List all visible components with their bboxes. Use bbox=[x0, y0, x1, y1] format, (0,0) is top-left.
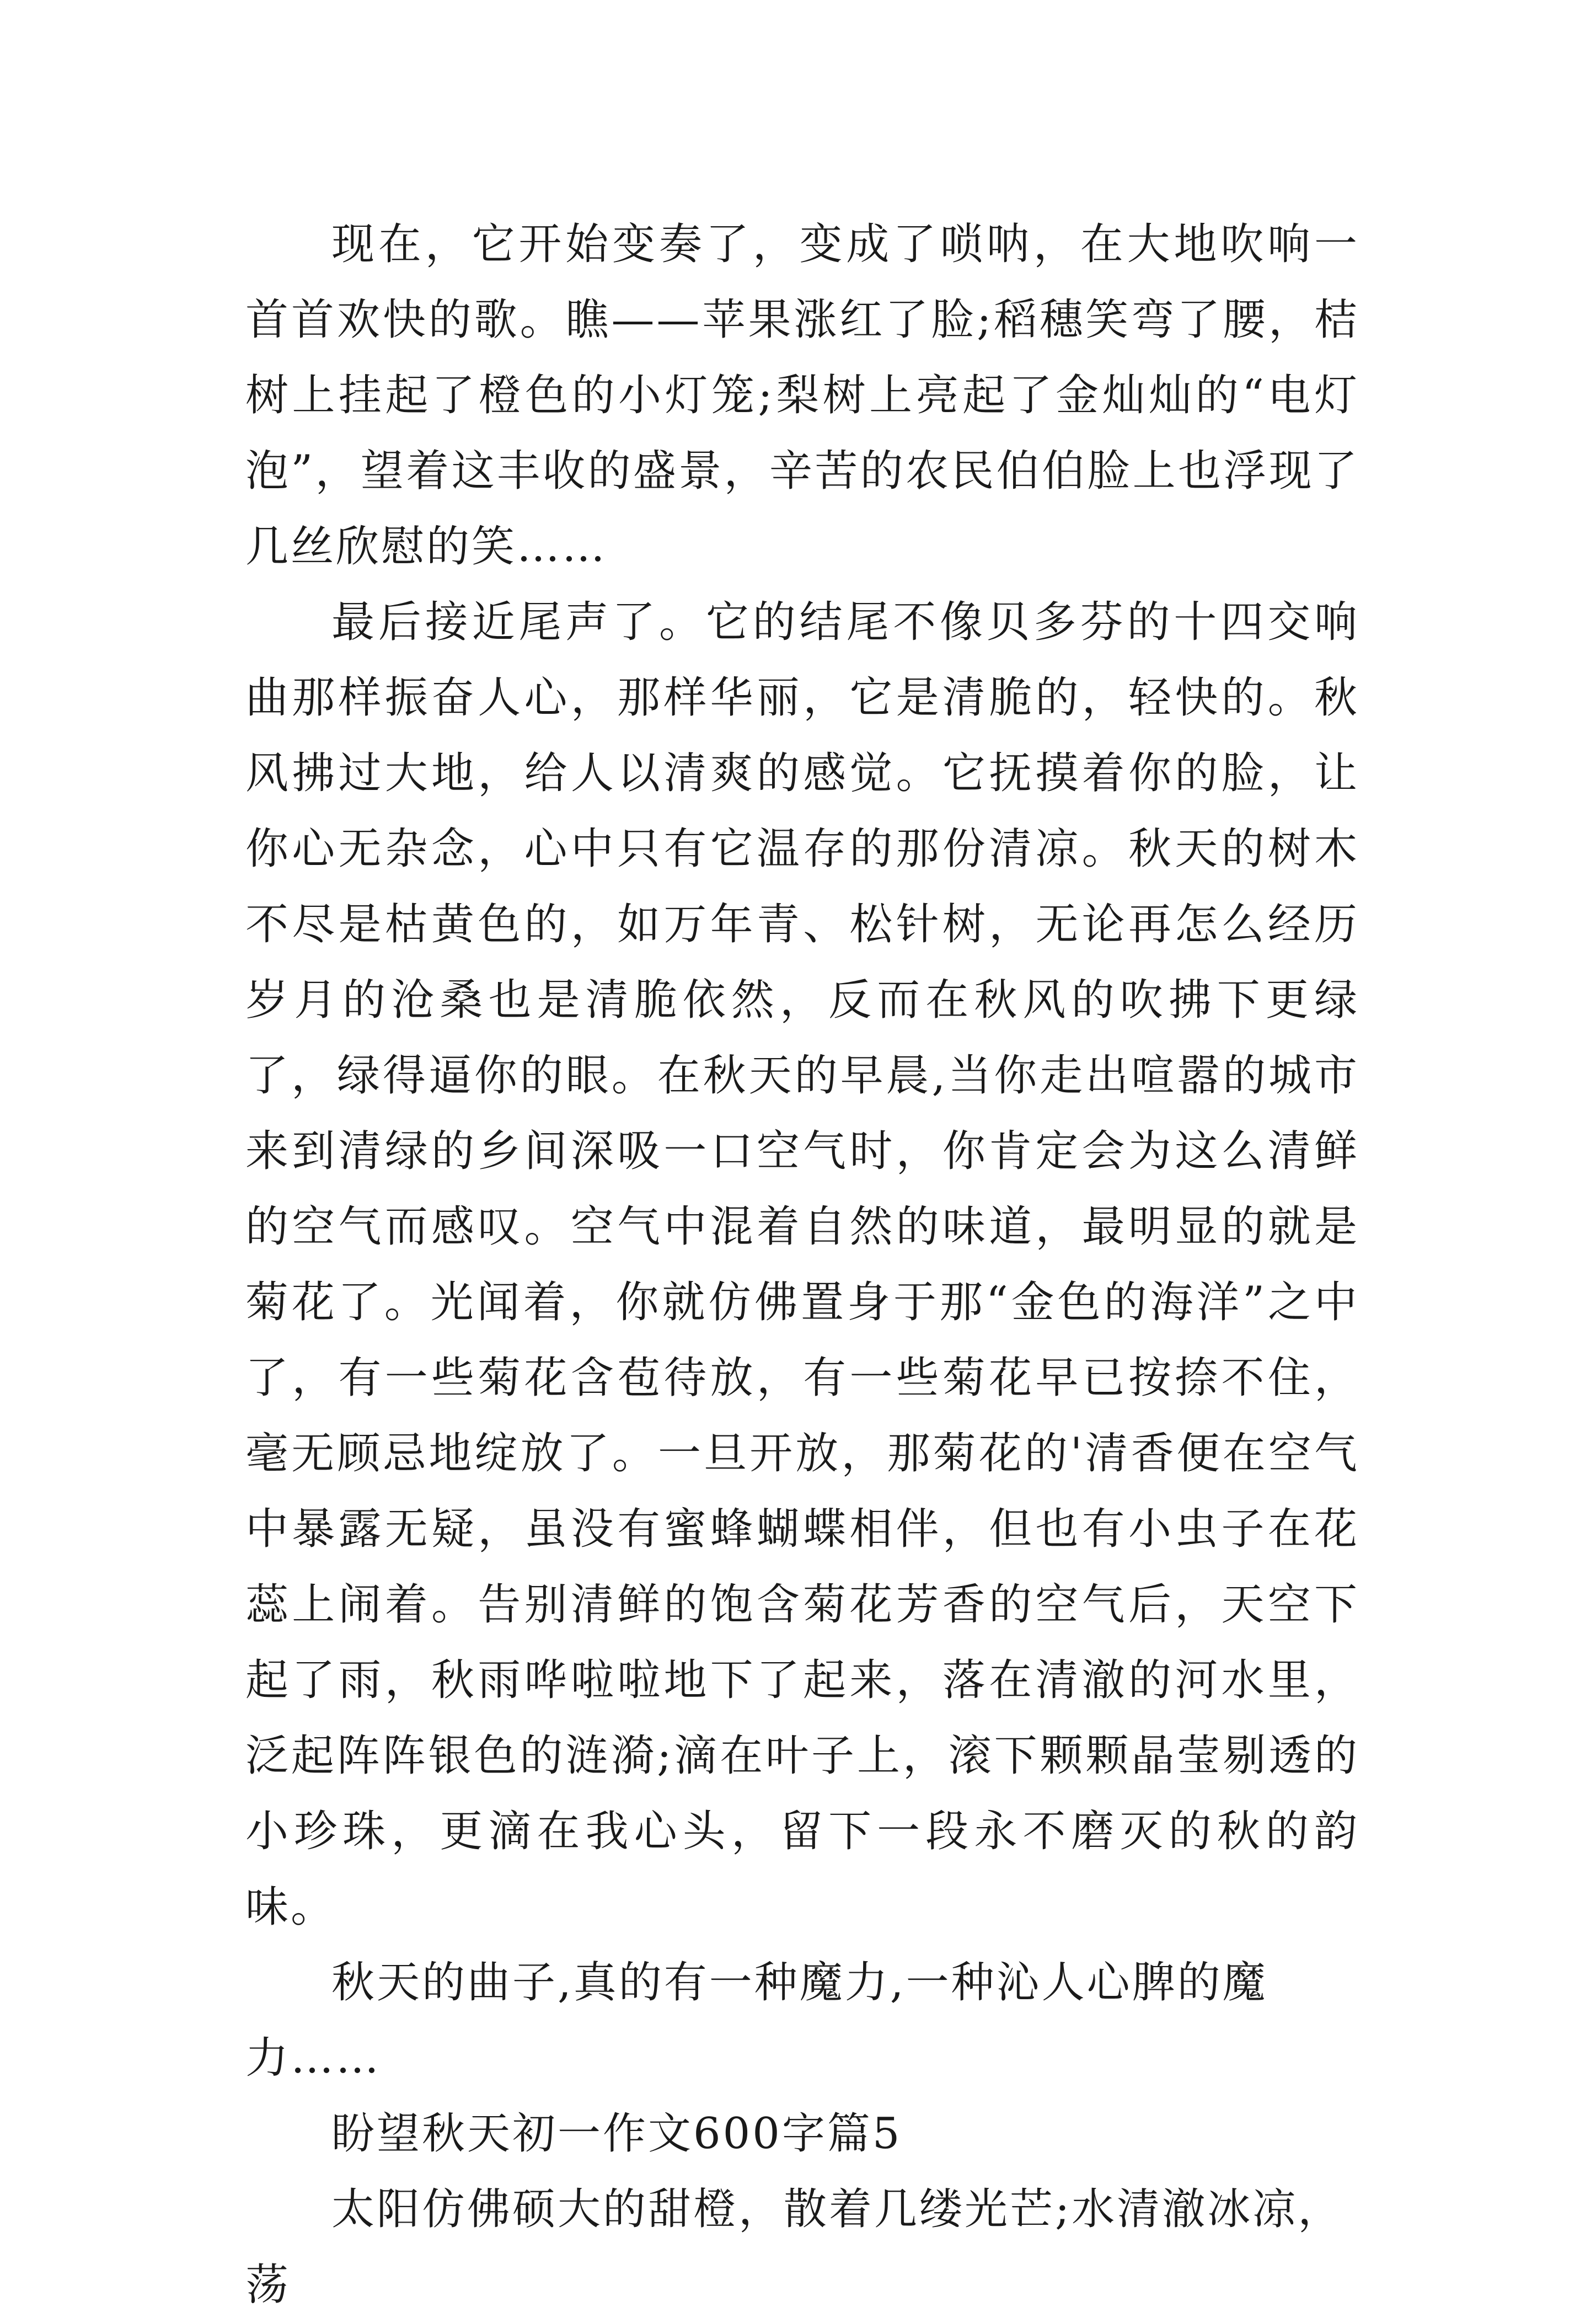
paragraph-1: 现在，它开始变奏了，变成了唢呐，在大地吹响一首首欢快的歌。瞧——苹果涨红了脸;稻穗笑弯了腰，桔树上挂起了橙色的小灯笼;梨树上亮起了金灿灿的“电灯泡”，望着这丰收的盛景，辛苦的农民伯伯脸上也浮现了几丝欣慰的笑…… bbox=[245, 220, 1359, 572]
paragraph-3: 秋天的曲子,真的有一种魔力,一种沁人心脾的魔力…… bbox=[245, 1958, 1268, 2083]
paragraph-2: 最后接近尾声了。它的结尾不像贝多芬的十四交响曲那样振奋人心，那样华丽，它是清脆的，轻快的。秋风拂过大地，给人以清爽的感觉。它抚摸着你的脸，让你心无杂念，心中只有它温存的那份清凉。秋天的树木不尽是枯黄色的，如万年青、松针树，无论再怎么经历岁月的沧桑也是清脆依然，反而在秋风的吹拂下更绿了，绿得逼你的眼。在秋天的早晨,当你走出喧嚣的城市来到清绿的乡间深吸一口空气时，你肯定会为这么清鲜的空气而感叹。空气中混着自然的味道，最明显的就是菊花了。光闻着，你就仿佛置身于那“金色的海洋”之中了，有一些菊花含苞待放，有一些菊花早已按捺不住，毫无顾忌地绽放了。一旦开放，那菊花的'清香便在空气中暴露无疑，虽没有蜜蜂蝴蝶相伴，但也有小虫子在花蕊上闹着。告别清鲜的饱含菊花芳香的空气后，天空下起了雨，秋雨哗啦啦地下了起来，落在清澈的河水里，泛起阵阵银色的涟漪;滴在叶子上，滚下颗颗晶莹剔透的小珍珠，更滴在我心头，留下一段永不磨灭的秋的韵味。 bbox=[245, 597, 1359, 1932]
document-body bbox=[245, 207, 1359, 2323]
section-heading: 盼望秋天初一作文600字篇5 bbox=[331, 2109, 902, 2159]
paragraph-4: 太阳仿佛硕大的甜橙，散着几缕光芒;水清澈冰凉，荡 bbox=[245, 2185, 1343, 2310]
